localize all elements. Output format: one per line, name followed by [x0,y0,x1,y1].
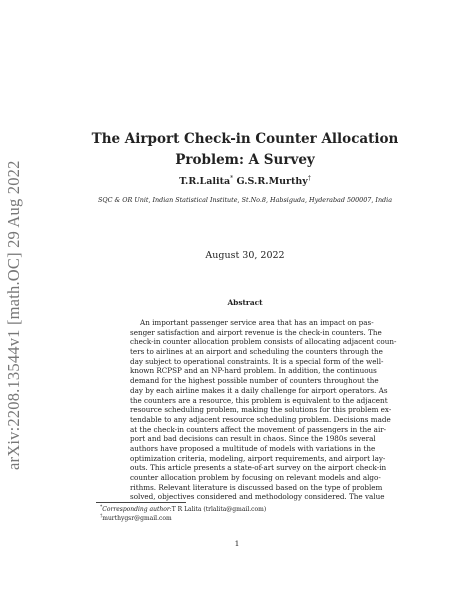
abstract-line: at the check-in counters affect the movement of passengers in the air- [130,424,387,434]
abstract-line: day by each airline makes it a daily challenge for airport operators. As [130,385,388,395]
abstract-line: tendable to any adjacent resource scheduling problem. Decisions made [130,414,391,424]
author-mark-1: * [230,175,234,182]
abstract-heading: Abstract [227,298,263,307]
abstract-line: counter allocation problem by focusing on relevant models and algo- [130,473,381,482]
footnote-mark-1: * [100,505,103,510]
footnote-rule [96,502,186,503]
author-list [80,175,410,187]
author-mark-2: † [307,175,311,182]
abstract-line: known RCPSP and an NP-hard problem. In addition, the continuous [130,366,377,376]
footnote-corresponding-author [100,505,266,513]
author-name-1: T.R.Lalita [179,176,231,188]
abstract-line: port and bad decisions can result in chaos. Since the 1980s several [130,434,376,444]
paper-title-line-2: Problem: A Survey [175,152,315,168]
abstract-line: An important passenger service area that has an impact on pas- [140,318,374,327]
page-number: 1 [234,539,240,548]
abstract-line: the counters are a resource, this problem is equivalent to the adjacent [130,395,388,405]
affiliation: SQC & OR Unit, Indian Statistical Institute, St.No.8, Habsiguda, Hyderabad 500007, India [97,196,393,204]
abstract-line: senger satisfaction and airport revenue is the check-in counters. The [130,327,382,337]
abstract-line: day subject to operational constraints. It is a special form of the well- [130,356,384,366]
abstract-line: rithms. Relevant literature is discussed based on the type of problem [130,482,383,492]
footnote-text-2: murthygsr@gmail.com [102,515,172,522]
abstract-line: outs. This article presents a state-of-art survey on the airport check-in [130,463,387,473]
footnote-text-1: :T R Lalita (trlalita@gmail.com) [169,506,267,513]
abstract-body [130,318,397,502]
abstract-line: check-in counter allocation problem consists of allocating adjacent coun- [130,337,397,347]
footnote-second-author [100,514,172,522]
abstract-line: authors have proposed a multitude of models with variations in the [130,443,376,453]
footnote-label: Corresponding author [102,506,170,513]
paper-date: August 30, 2022 [205,250,285,261]
abstract-line: ters to airlines at an airport and scheduling the counters through the [130,347,383,357]
footnote-mark-2: † [100,514,103,519]
abstract-line: solved, objectives considered and methodology considered. The value [130,492,385,502]
abstract-line: resource scheduling problem, making the solutions for this problem ex- [130,405,392,415]
paper-title-line-1: The Airport Check-in Counter Allocation [91,131,399,147]
arxiv-side-stamp: arXiv:2208.13544v1 [math.OC] 29 Aug 2022 [4,160,23,470]
author-name-2: G.S.R.Murthy [236,176,308,188]
abstract-line: optimization criteria, modeling, airport requirements, and airport lay- [130,453,386,463]
abstract-line: demand for the highest possible number of counters throughout the [130,376,379,386]
